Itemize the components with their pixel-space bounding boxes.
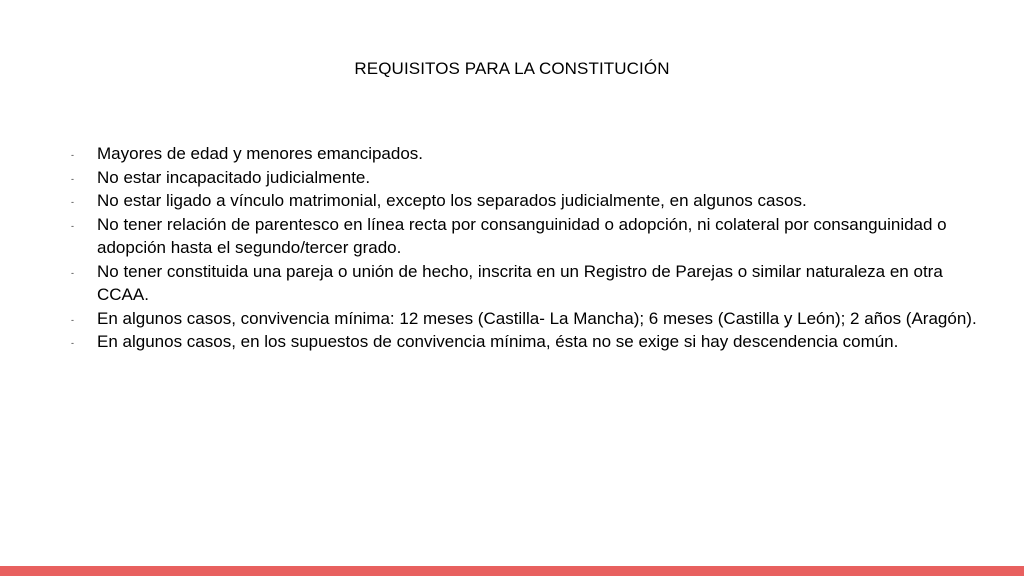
list-item — [70, 213, 994, 260]
list-item-text: En algunos casos, convivencia mínima: 12 meses (Castilla- La Mancha); 6 meses (Castilla y León); 2 años (Aragón). — [97, 308, 977, 328]
list-item-text: En algunos casos, en los supuestos de convivencia mínima, ésta no se exige si hay descendencia común. — [97, 332, 899, 351]
list-item — [70, 260, 994, 307]
list-item-text: No tener relación de parentesco en línea recta por consanguinidad o adopción, ni colateral por consanguinidad o adopción hasta el segundo/tercer grado. — [97, 214, 947, 257]
slide-title: REQUISITOS PARA LA CONSTITUCIÓN — [354, 59, 670, 78]
accent-bar — [0, 566, 1024, 576]
bullet-marker: - — [71, 173, 74, 184]
bullet-marker: - — [71, 220, 74, 231]
requirements-list — [70, 142, 994, 354]
bullet-marker: - — [71, 197, 74, 207]
bullet-marker: - — [71, 150, 74, 160]
list-item — [70, 189, 994, 213]
list-item — [70, 330, 994, 354]
list-item-text: No estar incapacitado judicialmente. — [97, 167, 371, 187]
list-item — [70, 307, 994, 331]
bullet-marker: - — [71, 314, 74, 325]
bullet-marker: - — [71, 338, 74, 348]
list-item-text: Mayores de edad y menores emancipados. — [97, 144, 424, 163]
list-item-text: No estar ligado a vínculo matrimonial, excepto los separados judicialmente, en algunos casos. — [97, 191, 807, 210]
bullet-marker: - — [71, 267, 74, 278]
list-item-text: No tener constituida una pareja o unión de hecho, inscrita en un Registro de Parejas o similar naturaleza en otra CCAA. — [97, 261, 943, 304]
list-item — [70, 166, 994, 190]
list-item — [70, 142, 994, 166]
